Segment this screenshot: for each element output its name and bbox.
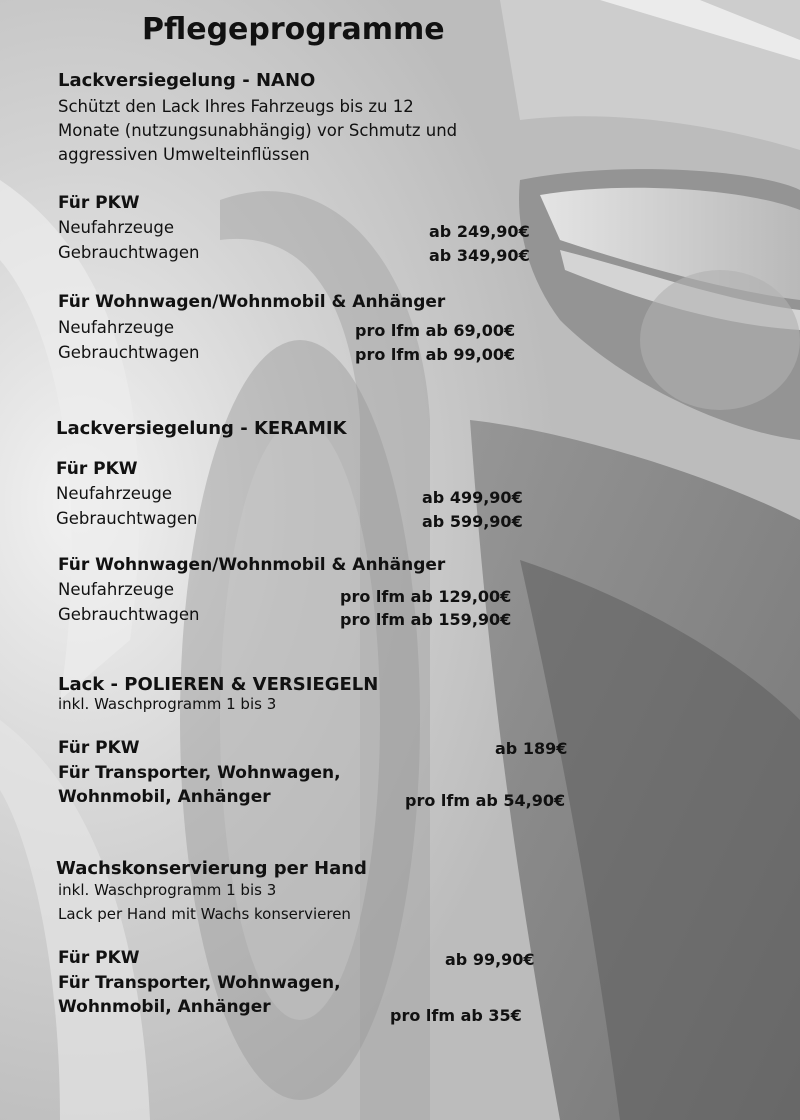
nano-pkw-row-price: ab 349,90€ — [429, 246, 530, 265]
nano-pkw-row-name: Gebrauchtwagen — [58, 243, 200, 262]
wachs-subtitle-line-2: Lack per Hand mit Wachs konservieren — [58, 905, 351, 923]
polieren-heading: Lack - POLIEREN & VERSIEGELN — [58, 674, 379, 695]
nano-wohnwagen-row-price: pro lfm ab 99,00€ — [355, 345, 516, 364]
nano-wohnwagen-row-price: pro lfm ab 69,00€ — [355, 321, 516, 340]
wachs-transporter-price: pro lfm ab 35€ — [390, 1006, 522, 1025]
wachs-subtitle-line-1: inkl. Waschprogramm 1 bis 3 — [58, 881, 277, 899]
nano-wohnwagen-row-name: Gebrauchtwagen — [58, 343, 200, 362]
nano-description-line-3: aggressiven Umwelteinflüssen — [58, 145, 310, 164]
keramik-pkw-row-name: Neufahrzeuge — [56, 484, 173, 503]
polieren-pkw-price: ab 189€ — [495, 739, 568, 758]
wachs-pkw-label: Für PKW — [58, 948, 140, 968]
keramik-pkw-row-price: ab 599,90€ — [422, 512, 523, 531]
nano-pkw-label: Für PKW — [58, 193, 140, 213]
polieren-pkw-label: Für PKW — [58, 738, 140, 758]
polieren-transporter-label: Wohnmobil, Anhänger — [58, 787, 271, 807]
nano-description-line-1: Schützt den Lack Ihres Fahrzeugs bis zu 12 — [58, 97, 414, 116]
wachs-pkw-price: ab 99,90€ — [445, 950, 535, 969]
keramik-pkw-label: Für PKW — [56, 459, 138, 479]
nano-wohnwagen-label: Für Wohnwagen/Wohnmobil & Anhänger — [58, 292, 446, 312]
nano-pkw-row-name: Neufahrzeuge — [58, 218, 175, 237]
wachs-transporter-label: Für Transporter, Wohnwagen, — [58, 973, 341, 993]
keramik-pkw-row-name: Gebrauchtwagen — [56, 509, 198, 528]
keramik-wohnwagen-row-name: Neufahrzeuge — [58, 580, 175, 599]
polieren-subtitle: inkl. Waschprogramm 1 bis 3 — [58, 695, 277, 713]
nano-pkw-row-price: ab 249,90€ — [429, 222, 530, 241]
keramik-wohnwagen-row-name: Gebrauchtwagen — [58, 605, 200, 624]
wachs-transporter-label: Wohnmobil, Anhänger — [58, 997, 271, 1017]
keramik-wohnwagen-label: Für Wohnwagen/Wohnmobil & Anhänger — [58, 555, 446, 575]
nano-heading: Lackversiegelung - NANO — [58, 70, 316, 91]
keramik-heading: Lackversiegelung - KERAMIK — [56, 418, 347, 439]
keramik-wohnwagen-row-price: pro lfm ab 159,90€ — [340, 610, 512, 629]
keramik-pkw-row-price: ab 499,90€ — [422, 488, 523, 507]
polieren-transporter-label: Für Transporter, Wohnwagen, — [58, 763, 341, 783]
page-title: Pflegeprogramme — [142, 12, 445, 47]
polieren-transporter-price: pro lfm ab 54,90€ — [405, 791, 566, 810]
keramik-wohnwagen-row-price: pro lfm ab 129,00€ — [340, 587, 512, 606]
wachs-heading: Wachskonservierung per Hand — [56, 858, 367, 879]
nano-wohnwagen-row-name: Neufahrzeuge — [58, 318, 175, 337]
nano-description-line-2: Monate (nutzungsunabhängig) vor Schmutz und — [58, 121, 458, 140]
